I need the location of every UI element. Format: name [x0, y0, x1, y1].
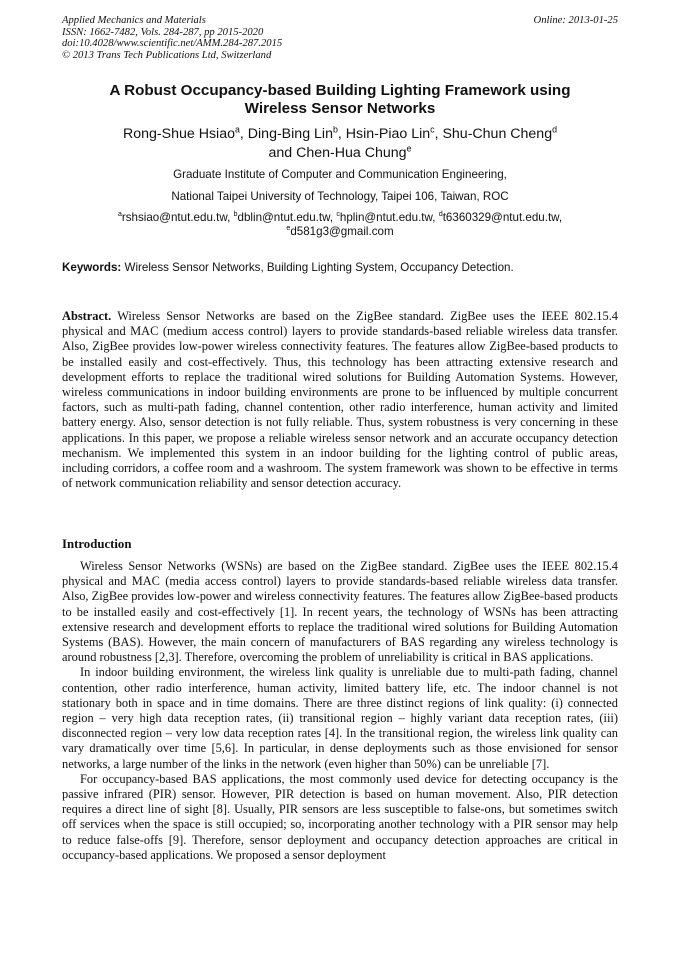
author-sep: , — [337, 126, 346, 142]
author-name: and Chen-Hua Chung — [268, 145, 407, 161]
email-list — [62, 211, 618, 239]
online-date: Online: 2013-01-25 — [533, 15, 618, 26]
author-name: Hsin-Piao Lin — [345, 126, 431, 142]
title-line-2: Wireless Sensor Networks — [244, 100, 436, 117]
author-sup: d — [552, 124, 557, 135]
copyright-line: © 2013 Trans Tech Publications Ltd, Switzerland — [62, 49, 272, 61]
affiliation-line-1: Graduate Institute of Computer and Communication Engineering, — [173, 168, 507, 181]
journal-name: Applied Mechanics and Materials — [62, 15, 206, 26]
author-name: Ding-Bing Lin — [247, 126, 333, 142]
issn-line: ISSN: 1662-7482, Vols. 284-287, pp 2015-2020 — [62, 26, 264, 38]
email-line-2 — [62, 225, 618, 239]
author-sup: e — [406, 143, 412, 154]
author-sep: , — [434, 126, 443, 142]
affiliation-line-2: National Taipei University of Technology, Taipei 106, Taiwan, ROC — [171, 190, 509, 203]
introduction-body — [62, 559, 618, 863]
keywords-text: Wireless Sensor Networks, Building Lighting System, Occupancy Detection. — [124, 261, 514, 274]
email-sup: b — [233, 209, 238, 219]
author-sup: b — [332, 124, 338, 135]
author-sep: , — [239, 126, 248, 142]
email-sup: c — [336, 209, 340, 219]
author-sup: a — [234, 124, 240, 135]
abstract-label: Abstract. — [62, 309, 112, 323]
title-line-1: A Robust Occupancy-based Building Lighting Framework using — [109, 82, 571, 99]
author-list — [62, 125, 618, 163]
author-line-2 — [62, 144, 618, 163]
abstract-text: Wireless Sensor Networks are based on the ZigBee standard. ZigBee uses the IEEE 802.15.4 physical and MAC (medium access control) layers to provide standards-based reliable wireless data transfer. Also, ZigBee provides low-power wireless connectivity features. The features allow ZigBee-based products to be installed easily and cost-effectively. Thus, this technology has been attracting extensive research and development efforts to replace the traditional wired solutions for Building Automation Systems. However, wireless communications in indoor building environments are prone to be influenced by multiple concurrent factors, such as multi-path fading, channel contention, other radio interference, human activity and limited battery energy. Also, sensor detection is not fully reliable. Thus, system robustness is very concerning in these applications. In this paper, we propose a reliable wireless sensor network and an accurate occupancy detection mechanism. We implemented this system in an indoor building for the lighting control of public areas, including corridors, a coffee room and a washroom. The system framework was shown to be effective in terms of network communication reliability and sensor detection accuracy. — [62, 309, 618, 491]
author-name: Rong-Shue Hsiao — [122, 126, 235, 142]
email-address: hplin@ntut.edu.tw, — [339, 211, 439, 224]
section-heading-introduction: Introduction — [62, 537, 132, 551]
running-header — [62, 15, 618, 61]
email-address: rshsiao@ntut.edu.tw, — [121, 211, 234, 224]
keywords — [62, 261, 618, 275]
keywords-label: Keywords: — [62, 261, 122, 274]
email-sup: d — [438, 209, 443, 219]
email-sup: e — [286, 223, 291, 233]
author-name: Shu-Chun Cheng — [442, 126, 553, 142]
email-address: d581g3@gmail.com — [290, 225, 394, 238]
paragraph: For occupancy-based BAS applications, the most commonly used device for detecting occupancy is the passive infrared (PIR) sensor. However, PIR detection is based on human movement. Also, PIR detection requires a direct line of sight [8]. Usually, PIR sensors are less susceptible to false-ons, but sometimes switch off services when the space is still occupied; so, incorporating another technology with a PIR sensor may help to reduce false-offs [9]. Therefore, sensor deployment and occupancy detection approaches are critical in occupancy-based applications. We proposed a sensor deployment — [62, 771, 618, 862]
paragraph: Wireless Sensor Networks (WSNs) are based on the ZigBee standard. ZigBee uses the IEEE 802.15.4 physical and MAC (media access control) layers to provide standards-based reliable wireless data transfer. Also, ZigBee provides low-power and wireless connectivity features. The features allow ZigBee-based products to be installed easily and cost-effectively [1]. In recent years, the technology of WSNs has been attracting extensive research and development efforts to replace the traditional wired solutions for Building Automation Systems (BAS). However, the main concern of manufacturers of BAS regarding any wireless technology is around robustness [2,3]. Therefore, overcoming the problem of unreliability is critical in BAS applications. — [62, 559, 618, 665]
doi-line: doi:10.4028/www.scientific.net/AMM.284-287.2015 — [62, 38, 283, 50]
paper-title — [62, 82, 618, 118]
email-sup: a — [117, 209, 122, 219]
email-line-1 — [62, 211, 618, 225]
author-sup: c — [430, 124, 435, 135]
author-line-1 — [62, 125, 618, 144]
email-address: t6360329@ntut.edu.tw, — [442, 211, 563, 224]
abstract — [62, 309, 618, 491]
email-address: dblin@ntut.edu.tw, — [237, 211, 337, 224]
paragraph: In indoor building environment, the wireless link quality is unreliable due to multi-path fading, channel contention, other radio interference, human activity, limited battery life, etc. The indoor channel is not stationary both in space and in time domains. There are three distinct regions of link quality: (i) connected region – very high data reception rates, (ii) transitional region – highly variant data reception rates, (iii) disconnected region – very low data reception rates [4]. In the transitional region, the wireless link quality can vary dramatically over time [5,6]. In particular, in dense deployments such as those envisioned for sensor networks, a large number of the links in the network (even higher than 50%) can be unreliable [7]. — [62, 665, 618, 771]
